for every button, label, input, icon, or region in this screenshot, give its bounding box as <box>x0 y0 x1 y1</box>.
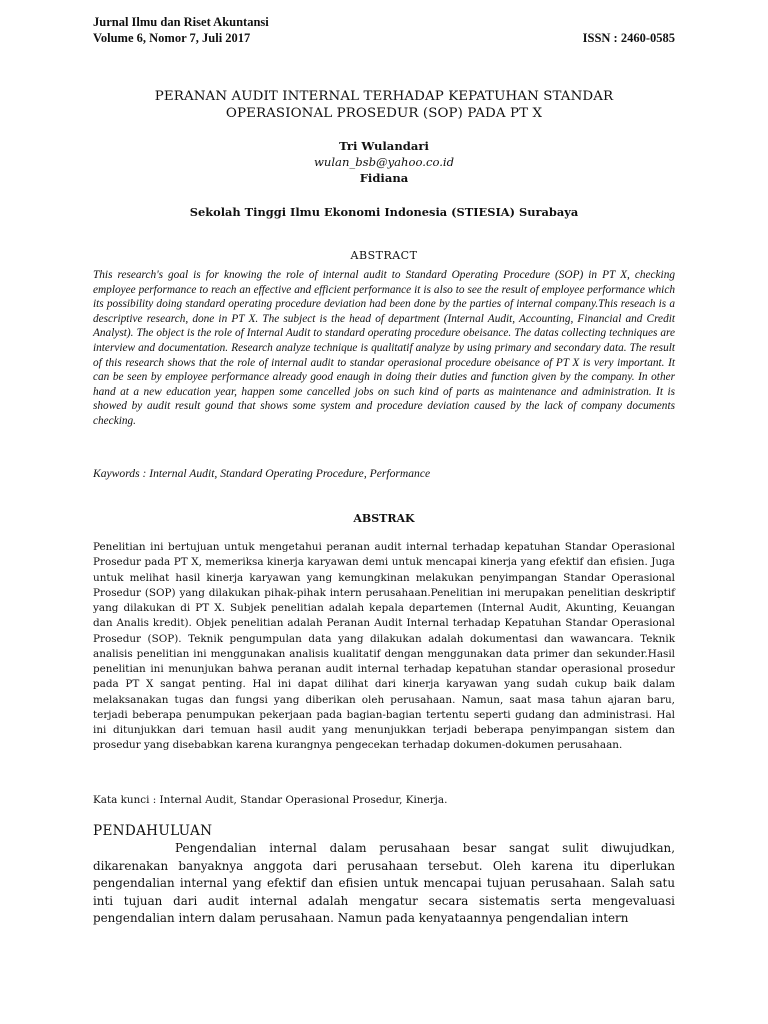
journal-header <box>93 14 675 46</box>
journal-volume: Volume 6, Nomor 7, Juli 2017 <box>93 31 251 45</box>
keywords-english: Kaywords : Internal Audit, Standard Operating Procedure, Performance <box>93 467 431 480</box>
journal-issn: ISSN : 2460-0585 <box>582 31 675 45</box>
section-heading-introduction: PENDAHULUAN <box>93 823 213 839</box>
author-name-1: Tri Wulandari <box>339 139 429 153</box>
abstract-body: This research's goal is for knowing the role of internal audit to Standard Operating Procedure (SOP) in PT X, checking employee performance to reach an effective and efficient performance it is also to see the result of employee performance which its possibility doing standard operating procedure deviation had been done by the parties of internal company.This reseach is a descriptive research, done in PT X. The subject is the head of department (Internal Audit, Accounting, Financial and Credit Analyst). The object is the role of Internal Audit to standard operating procedure obeisance. The datas collecting techniques are interview and documentation. Research analyze technique is qualitatif analyze by using primary and secondary data. The result of this research shows that the role of internal audit to standar operasional procedure obeisance of PT X is very important. It can be seen by employee performance already good enaugh in doing their duties and function given by the company. In other hand at a new education year, happen some cancelled jobs on such kind of parts as maintenance and administration. It is showed by audit result gound that shows some system and procedure deviation caused by the lack of company documents checking. <box>93 269 675 427</box>
journal-name: Jurnal Ilmu dan Riset Akuntansi <box>93 15 269 29</box>
author-affiliation: Sekolah Tinggi Ilmu Ekonomi Indonesia (STIESIA) Surabaya <box>189 205 579 219</box>
keywords-indonesian: Kata kunci : Internal Audit, Standar Operasional Prosedur, Kinerja. <box>93 794 448 806</box>
paper-title-line-1: PERANAN AUDIT INTERNAL TERHADAP KEPATUHAN STANDAR <box>154 89 614 104</box>
abstract-heading: ABSTRACT <box>350 249 418 262</box>
author-name-2: Fidiana <box>359 171 409 185</box>
author-email: wulan_bsb@yahoo.co.id <box>313 155 455 169</box>
paper-title-line-2: OPERASIONAL PROSEDUR (SOP) PADA PT X <box>225 106 543 121</box>
abstrak-heading: ABSTRAK <box>353 512 415 525</box>
paper-title <box>93 88 675 122</box>
abstrak-body: Penelitian ini bertujuan untuk mengetahui peranan audit internal terhadap kepatuhan Standar Operasional Prosedur pada PT X, memeriksa kinerja karyawan demi untuk mencapai kinerja yang efektif dan efisien. Juga untuk melihat hasil kinerja karyawan yang kemungkinan melakukan penyimpangan Standar Operasional Prosedur (SOP) yang dilakukan pihak-pihak intern perusahaan.Penelitian ini merupakan penelitian deskriptif yang dilakukan di PT X. Subjek penelitian adalah kepala departemen (Internal Audit, Akunting, Keuangan dan Analis kredit). Objek penelitian adalah Peranan Audit Internal terhadap Kepatuhan Standar Operasional Prosedur (SOP). Teknik pengumpulan data yang dilakukan adalah dokumentasi dan wawancara. Teknik analisis penelitian ini menggunakan analisis kualitatif dengan menggunakan data primer dan sekunder.Hasil penelitian ini menunjukan bahwa peranan audit internal terhadap kepatuhan standar operasional prosedur pada PT X sangat penting. Hal ini dapat dilihat dari kinerja karyawan yang sudah cukup baik dalam melaksanakan tugas dan fungsi yang diberikan oleh perusahaan. Namun, saat masa tahun ajaran baru, terjadi beberapa penumpukan pekerjaan pada bagian-bagian tertentu seperti gudang dan administrasi. Hal ini ditunjukkan dari temuan hasil audit yang menunjukkan terjadi beberapa penyimpangan sistem dan prosedur yang disebabkan karena kurangnya pengecekan terhadap dokumen-dokumen perusahaan. <box>93 541 675 752</box>
author-block <box>93 138 675 186</box>
introduction-paragraph: Pengendalian internal dalam perusahaan besar sangat sulit diwujudkan, dikarenakan banyaknya anggota dari perusahaan tersebut. Oleh karena itu diperlukan pengendalian internal yang efektif dan efisien untuk mencapai tujuan perusahaan. Salah satu inti tujuan dari audit internal adalah mengatur secara sistematis serta mengevaluasi pengendalian intern dalam perusahaan. Namun pada kenyataannya pengendalian intern <box>93 841 675 925</box>
journal-volume-line <box>93 30 675 46</box>
